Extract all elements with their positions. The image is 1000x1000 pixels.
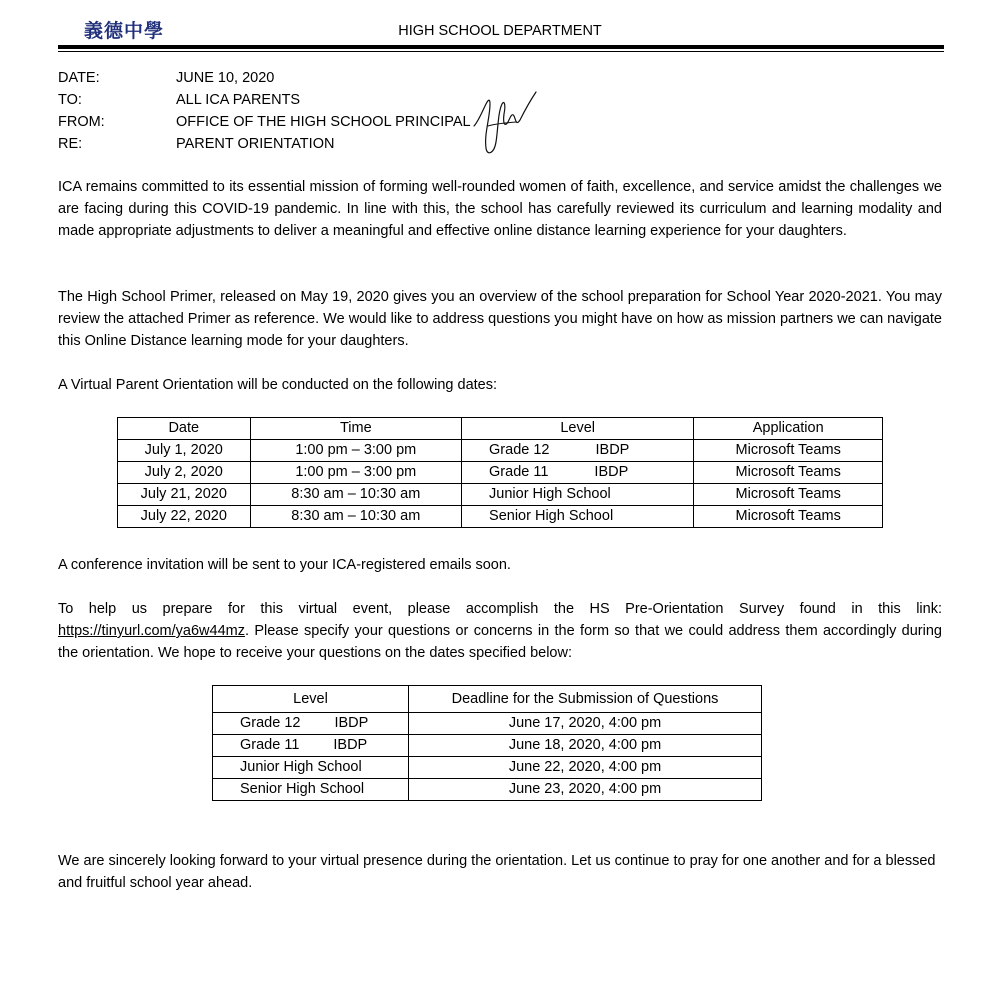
table-row [213, 757, 762, 779]
deadline-level [213, 713, 409, 735]
table-row [213, 735, 762, 757]
memo-from-label: FROM: [58, 114, 105, 130]
schedule-application: Microsoft Teams [694, 484, 883, 506]
schedule-date: July 1, 2020 [118, 440, 251, 462]
memo-re-label: RE: [58, 136, 83, 152]
deadline-date: June 17, 2020, 4:00 pm [409, 713, 762, 735]
table-row [213, 713, 762, 735]
schedule-program: IBDP [594, 464, 629, 480]
memo-re-row [58, 133, 471, 155]
paragraph-mission: ICA remains committed to its essential mission of forming well-rounded women of faith, excellence, and service amidst the challenges we are facing during this COVID-19 pandemic. In line with this, the school has carefully reviewed its curriculum and learning modality and made appropriate adjustments to deliver a meaningful and effective online distance learning experience for your daughters. [58, 179, 942, 239]
memo-date-value: JUNE 10, 2020 [176, 70, 275, 86]
schedule-time: 1:00 pm – 3:00 pm [250, 462, 461, 484]
deadline-date: June 22, 2020, 4:00 pm [409, 757, 762, 779]
table-row [213, 779, 762, 801]
deadline-header-level: Level [213, 686, 409, 713]
orientation-schedule-table [117, 417, 883, 528]
schedule-level [462, 462, 694, 484]
deadline-date: June 23, 2020, 4:00 pm [409, 779, 762, 801]
schedule-header-application: Application [694, 418, 883, 440]
deadline-header-deadline: Deadline for the Submission of Questions [409, 686, 762, 713]
schedule-time: 8:30 am – 10:30 am [250, 484, 461, 506]
paragraph-primer: The High School Primer, released on May 19, 2020 gives you an overview of the school preparation for School Year 2020-2021. You may review the attached Primer as reference. We would like to address questions you might have on how as mission partners we can navigate this Online Distance learning mode for your daughters. [58, 289, 942, 349]
survey-text-after: . Please specify your questions or concerns in the form so that we could address them accordingly during the orientation. We hope to receive your questions on the dates specified below: [58, 623, 942, 661]
schedule-level: Junior High School [462, 484, 694, 506]
schedule-application: Microsoft Teams [694, 462, 883, 484]
header-rule-thick [58, 45, 944, 49]
schedule-level [462, 440, 694, 462]
principal-signature [470, 82, 540, 162]
schedule-level-name: Grade 12 [489, 442, 550, 458]
header-rule-thin [58, 51, 944, 52]
schedule-header-time: Time [250, 418, 461, 440]
deadline-program: IBDP [333, 737, 368, 753]
memo-to-value: ALL ICA PARENTS [176, 92, 301, 108]
memo-from-value: OFFICE OF THE HIGH SCHOOL PRINCIPAL [176, 114, 471, 130]
table-row [118, 506, 883, 528]
deadline-level-name: Grade 12 [240, 715, 301, 731]
survey-link[interactable]: https://tinyurl.com/ya6w44mz [58, 623, 245, 639]
memo-date-label: DATE: [58, 70, 100, 86]
schedule-header-row [118, 418, 883, 440]
schedule-date: July 21, 2020 [118, 484, 251, 506]
deadline-level [213, 735, 409, 757]
table-row [118, 484, 883, 506]
school-logo: 義德中學 [84, 20, 165, 42]
deadline-date: June 18, 2020, 4:00 pm [409, 735, 762, 757]
deadline-header-row [213, 686, 762, 713]
table-row [118, 462, 883, 484]
schedule-application: Microsoft Teams [694, 440, 883, 462]
schedule-level: Senior High School [462, 506, 694, 528]
deadline-program: IBDP [334, 715, 369, 731]
paragraph-survey [58, 598, 942, 664]
paragraph-invitation: A conference invitation will be sent to your ICA-registered emails soon. [58, 557, 511, 573]
question-deadline-table [212, 685, 762, 801]
memo-to-label: TO: [58, 92, 82, 108]
schedule-header-level: Level [462, 418, 694, 440]
memo-from-row [58, 111, 471, 133]
schedule-time: 8:30 am – 10:30 am [250, 506, 461, 528]
department-title: HIGH SCHOOL DEPARTMENT [398, 23, 602, 39]
schedule-header-date: Date [118, 418, 251, 440]
paragraph-closing: We are sincerely looking forward to your virtual presence during the orientation. Let us continue to pray for one another and for a blessed and fruitful school year ahead. [58, 853, 936, 891]
paragraph-orientation-intro: A Virtual Parent Orientation will be conducted on the following dates: [58, 377, 498, 393]
deadline-level: Junior High School [213, 757, 409, 779]
deadline-level-name: Grade 11 [240, 737, 300, 753]
survey-text-before: To help us prepare for this virtual event, please accomplish the HS Pre-Orientation Survey found in this link: [58, 601, 942, 617]
deadline-level: Senior High School [213, 779, 409, 801]
memo-date-row [58, 67, 471, 89]
schedule-time: 1:00 pm – 3:00 pm [250, 440, 461, 462]
schedule-application: Microsoft Teams [694, 506, 883, 528]
memo-header [58, 67, 471, 155]
memo-re-value: PARENT ORIENTATION [176, 136, 335, 152]
schedule-program: IBDP [595, 442, 630, 458]
schedule-level-name: Grade 11 [489, 464, 549, 480]
memo-to-row [58, 89, 471, 111]
schedule-date: July 22, 2020 [118, 506, 251, 528]
table-row [118, 440, 883, 462]
schedule-date: July 2, 2020 [118, 462, 251, 484]
